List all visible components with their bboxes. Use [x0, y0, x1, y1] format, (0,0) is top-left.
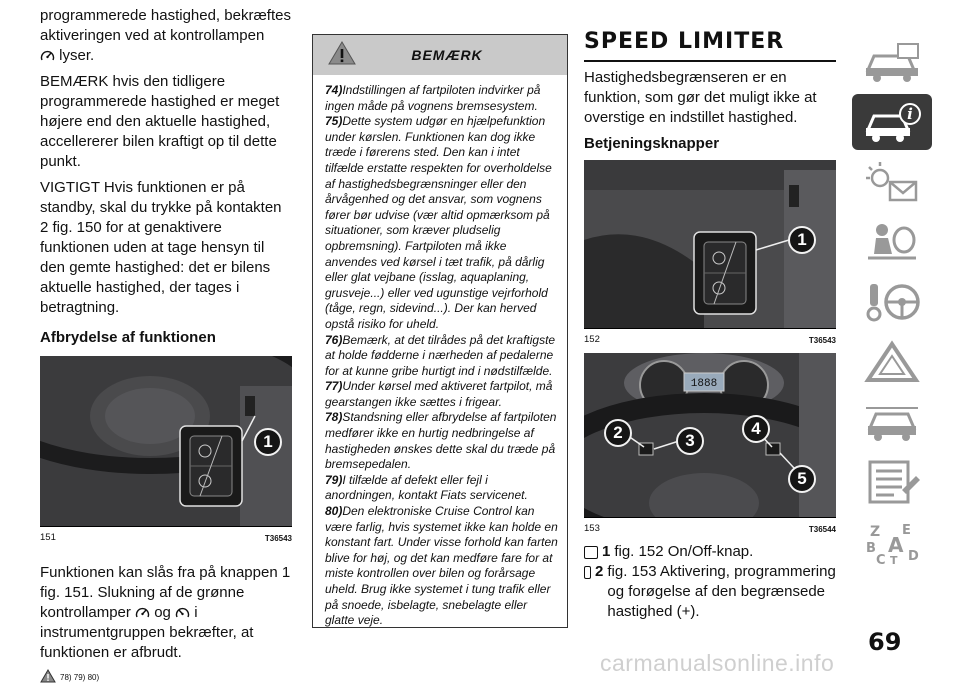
index-letter: D [908, 549, 919, 564]
note-title: BEMÆRK [411, 47, 483, 63]
tab-car-dashboard[interactable] [852, 34, 932, 90]
callout-3: 3 [676, 427, 704, 455]
figure-153-caption: 153 T36544 [584, 517, 836, 534]
tab-key-steering[interactable] [852, 274, 932, 330]
cruise-control-indicator-icon [135, 605, 150, 618]
index-letter: B [866, 541, 876, 556]
index-list-icon [862, 460, 922, 504]
figure-152 [584, 160, 836, 328]
note-item: 80)Den elektroniske Cruise Control kan være farlig, hvis systemet ikke kan holde en konstant fart. Under visse forhold kan farten blive for høj, og det kan medføre fare for at miste kontrollen over bilen og forårsage uheld. Brug ikke systemet i tung trafik eller på snoede, isbelagte, snebelagte eller glatte veje. [325, 504, 558, 628]
tab-lights-message[interactable] [852, 154, 932, 210]
heading-afbrydelse: Afbrydelse af funktionen [40, 329, 216, 346]
figure-152-caption: 152 T36543 [584, 328, 836, 345]
watermark: carmanualsonline.info [600, 650, 835, 676]
tab-alphabet-index[interactable] [852, 514, 932, 570]
note-item: 75)Dette system udgør en hjælpefunktion under kørslen. Funktionen kan dog ikke træde i førerens sted. Den kan i intet tilfælde erstatte respekten for overholdelse af hastighedsbegrænsninger eller den årvågenhed og det ansvar, som vognens fører bør udvise (vær altid opmærksom på situationer, som kræver pludselig opbremsning). Fartpiloten må ikke anvendes ved kørsel i tæt trafik, på dårlig eller glat vejbane (isslag, aquaplaning, grusveje...) eller ved ugunstige vejrforhold (tåge, regn, sidevind...). Der kan herved opstå risiko for uheld. [325, 114, 552, 331]
heading-betjening: Betjeningsknapper [584, 135, 720, 152]
note-box [312, 34, 568, 628]
car-dashboard-icon [862, 40, 922, 84]
note-item: 77)Under kørsel med aktiveret fartpilot, må gearstangen ikke sættes i frigear. [325, 379, 553, 409]
lights-message-icon [862, 160, 922, 204]
figure-151 [40, 356, 292, 526]
alphabet-index-icon [862, 520, 922, 564]
dashboard-display-text: 1888 [690, 378, 718, 390]
column-left [40, 0, 292, 685]
paragraph-activation: programmerede hastighed, bekræftes aktiveringen ved at kontrollampen lyser. [40, 7, 291, 64]
paragraph-intro: Hastighedsbegrænseren er en funktion, som gør det muligt ikke at overstige en indstillet hastighed. [584, 69, 817, 126]
callout-1: 1 [254, 428, 282, 456]
paragraph-disable: Funktionen kan slås fra på knappen 1 fig. 151. Slukning af de grønne kontrollamper og i instrumentgruppen bekræfter, at funktionen er afbrudt. [40, 564, 291, 661]
list-item: 2 fig. 153 Aktivering, programmering og forøgelse af den begrænsede hastighed (+). [584, 562, 836, 622]
car-service-icon [862, 400, 922, 444]
index-letter: T [890, 554, 898, 564]
paragraph-note: BEMÆRK hvis den tidligere programmerede hastighed er meget højere end den aktuelle hastighed, accellererer bilen kraftigt op til dette punkt. [40, 73, 280, 170]
chapter-sidebar [852, 34, 932, 574]
figure-151-caption: 151 T36543 [40, 526, 292, 543]
note-item: 79)I tilfælde af defekt eller fejl i anordningen, kontakt Fiats servicenet. [325, 472, 528, 503]
cruise-control-indicator-icon [40, 48, 55, 61]
index-letter: E [902, 523, 911, 538]
info-letter: i [907, 105, 913, 123]
callout-1: 1 [788, 226, 816, 254]
paragraph-important: VIGTIGT Hvis funktionen er på standby, skal du trykke på kontakten 2 fig. 150 for at genaktivere funktionen uden at tage hensyn til den gemte hastighed: det er bilens aktuelle hastighed, der tages i betragtning. [40, 179, 282, 316]
tab-warning-triangle[interactable] [852, 334, 932, 390]
tab-car-service[interactable] [852, 394, 932, 450]
figure-153 [584, 353, 836, 517]
tab-airbag-person[interactable] [852, 214, 932, 270]
callout-2: 2 [604, 419, 632, 447]
column-right [584, 0, 836, 622]
bullet-square-icon [584, 566, 591, 579]
callout-4: 4 [742, 415, 770, 443]
list-item: 1 fig. 152 On/Off-knap. [584, 542, 836, 562]
tab-car-info[interactable] [852, 94, 932, 150]
tab-index-list[interactable] [852, 454, 932, 510]
note-header [313, 35, 567, 75]
note-item: 76)Bemærk, at det tilrådes på det kraftigste at holde fødderne i nærheden af pedalerne for at kunne gribe hurtigt ind i nødstilfælde. [325, 332, 556, 378]
note-body [313, 75, 567, 629]
note-item: 78)Standsning eller afbrydelse af fartpiloten medfører ikke en hurtig nedbringelse af hastigheden ønskes dette skal du træde på bremsepedalen. [325, 410, 557, 472]
car-info-icon [862, 100, 922, 144]
key-steering-icon [862, 280, 922, 324]
index-letter: A [888, 533, 904, 557]
speed-limiter-indicator-icon [175, 605, 190, 618]
bullet-square-icon [584, 546, 598, 559]
column-middle [312, 0, 568, 628]
index-letter: Z [870, 524, 881, 540]
callout-5: 5 [788, 465, 816, 493]
warning-triangle-icon [862, 340, 922, 384]
warning-triangle-icon [40, 669, 56, 685]
warning-references: 78) 79) 80) [40, 669, 292, 685]
warning-triangle-icon [327, 40, 357, 71]
control-list [584, 542, 836, 622]
index-letter: C [876, 553, 886, 564]
section-heading: SPEED LIMITER [584, 30, 836, 62]
note-item: 74)Indstillingen af fartpiloten indvirker på ingen måde på vognens bremsesystem. [325, 83, 541, 113]
page-number: 69 [868, 628, 902, 656]
airbag-person-icon [862, 220, 922, 264]
